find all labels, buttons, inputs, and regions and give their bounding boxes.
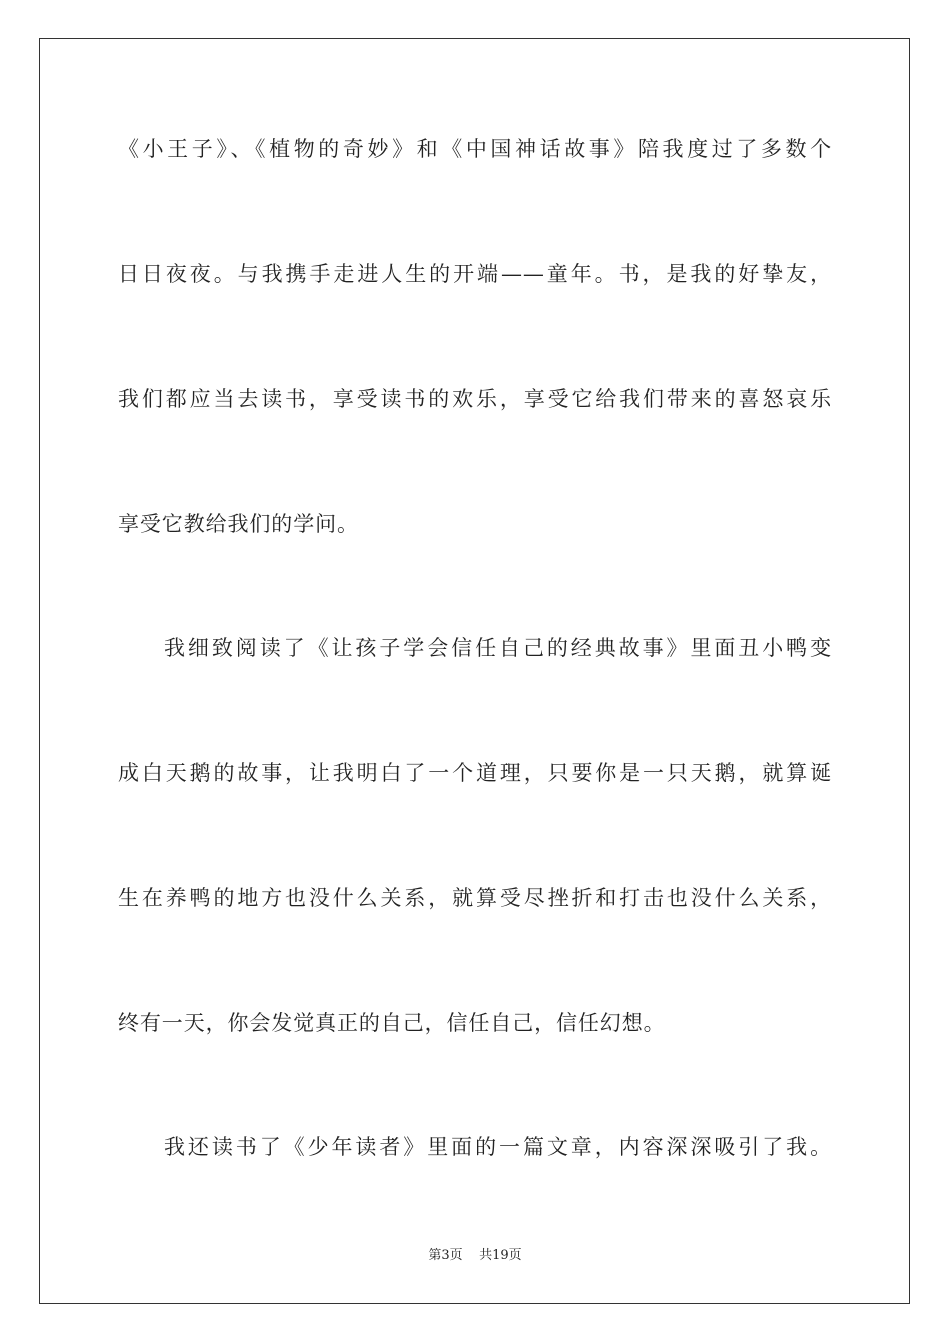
- paragraph-line-2: 日日夜夜。与我携手走进人生的开端——童年。书，是我的好挚友，: [118, 262, 832, 286]
- page-total: 共19页: [479, 1248, 522, 1263]
- paragraph-line-4: 享受它教给我们的学问。: [118, 512, 359, 536]
- paragraph-line-6: 成白天鹅的故事，让我明白了一个道理，只要你是一只天鹅，就算诞: [118, 761, 832, 785]
- page-footer: [0, 1248, 950, 1264]
- paragraph-line-7: 生在养鸭的地方也没什么关系，就算受尽挫折和打击也没什么关系，: [118, 886, 832, 910]
- paragraph-line-5: 我细致阅读了《让孩子学会信任自己的经典故事》里面丑小鸭变: [164, 636, 832, 660]
- page-border: [39, 38, 910, 1304]
- paragraph-line-3: 我们都应当去读书，享受读书的欢乐，享受它给我们带来的喜怒哀乐: [118, 387, 832, 411]
- page-number: 第3页: [428, 1248, 463, 1263]
- paragraph-line-1: 《小王子》、《植物的奇妙》和《中国神话故事》陪我度过了多数个: [118, 137, 832, 161]
- paragraph-line-8: 终有一天，你会发觉真正的自己，信任自己，信任幻想。: [118, 1011, 666, 1035]
- paragraph-line-9: 我还读书了《少年读者》里面的一篇文章，内容深深吸引了我。: [164, 1135, 832, 1159]
